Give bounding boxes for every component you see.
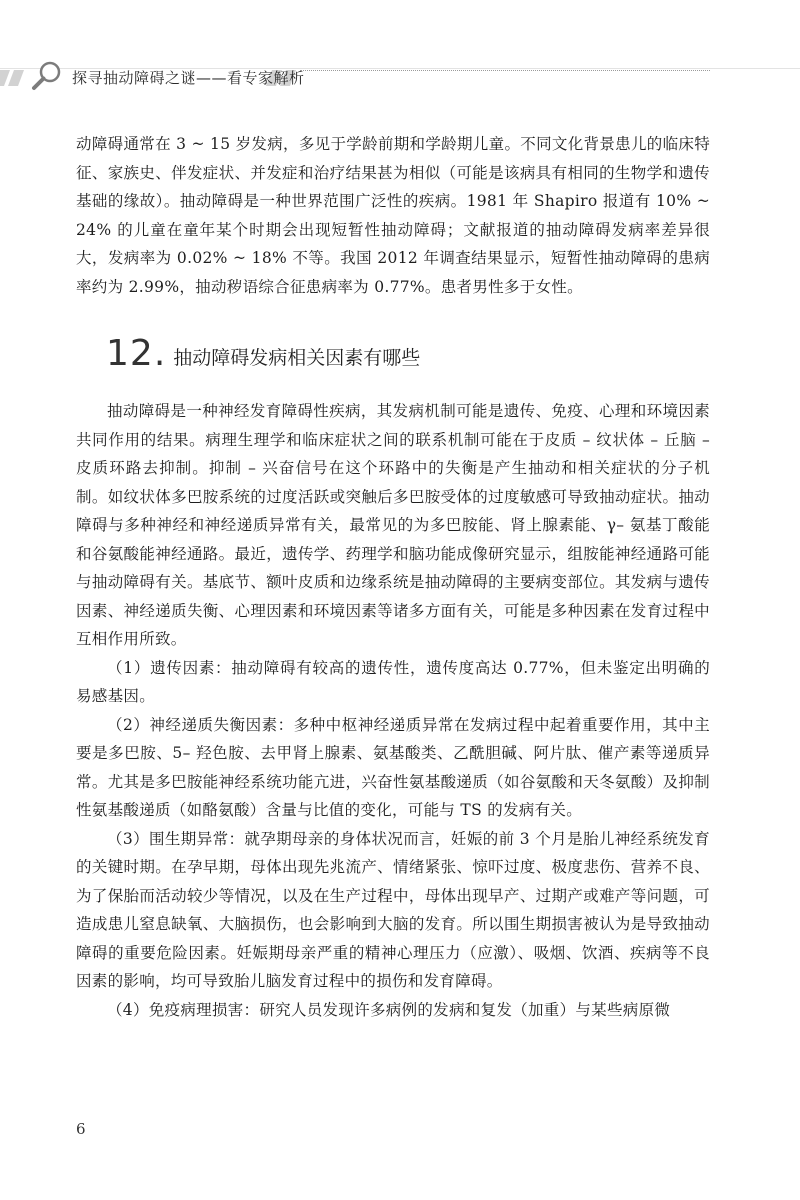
section-heading xyxy=(106,329,710,377)
magnifier-icon xyxy=(30,58,66,94)
body-paragraph: 抽动障碍是一种神经发育障碍性疾病，其发病机制可能是遗传、免疫、心理和环境因素共同作用的结果。病理生理学和临床症状之间的联系机制可能在于皮质 – 纹状体 – 丘脑 – 皮质环路去抑制。抑制 – 兴奋信号在这个环路中的失衡是产生抽动和相关症状的分子机制。如纹状体多巴胺系统的过度活跃或突触后多巴胺受体的过度敏感可导致抽动症状。抽动障碍与多种神经和神经递质异常有关，最常见的为多巴胺能、肾上腺素能、γ– 氨基丁酸能和谷氨酸能神经通路。最近，遗传学、药理学和脑功能成像研究显示，组胺能神经通路可能与抽动障碍有关。基底节、额叶皮质和边缘系统是抽动障碍的主要病变部位。其发病与遗传因素、神经递质失衡、心理因素和环境因素等诸多方面有关，可能是多种因素在发育过程中互相作用所致。 xyxy=(76,402,710,648)
running-header-title: 探寻抽动障碍之谜——看专家解析 xyxy=(72,69,305,87)
page-body xyxy=(76,130,710,1024)
page-number: 6 xyxy=(76,1120,86,1138)
factor-immune-paragraph: （4）免疫病理损害：研究人员发现许多病例的发病和复发（加重）与某些病原微 xyxy=(107,1000,671,1019)
section-number-dot: . xyxy=(153,332,166,374)
factor-perinatal-paragraph: （3）围生期异常：就孕期母亲的身体状况而言，妊娠的前 3 个月是胎儿神经系统发育的关键时期。在孕早期，母体出现先兆流产、情绪紧张、惊吓过度、极度悲伤、营养不良、为了保胎而活动较少等情况，以及在生产过程中，母体出现早产、过期产或难产等问题，可造成患儿窒息缺氧、大脑损伤，也会影响到大脑的发育。所以围生期损害被认为是导致抽动障碍的重要危险因素。妊娠期母亲严重的精神心理压力（应激）、吸烟、饮酒、疾病等不良因素的影响，均可导致胎儿脑发育过程中的损伤和发育障碍。 xyxy=(76,829,710,990)
factor-neurotransmitter-paragraph: （2）神经递质失衡因素：多种中枢神经递质异常在发病过程中起着重要作用，其中主要是多巴胺、5– 羟色胺、去甲肾上腺素、氨基酸类、乙酰胆碱、阿片肽、催产素等递质异常。尤其是多巴胺能神经系统功能亢进，兴奋性氨基酸递质（如谷氨酸和天冬氨酸）及抑制性氨基酸递质（如酪氨酸）含量与比值的变化，可能与 TS 的发病有关。 xyxy=(76,715,710,819)
section-title: 抽动障碍发病相关因素有哪些 xyxy=(173,346,421,369)
intro-paragraph: 动障碍通常在 3 ~ 15 岁发病，多见于学龄前期和学龄期儿童。不同文化背景患儿的临床特征、家族史、伴发症状、并发症和治疗结果甚为相似（可能是该病具有相同的生物学和遗传基础的缘故）。抽动障碍是一种世界范围广泛性的疾病。1981 年 Shapiro 报道有 10% ~ 24% 的儿童在童年某个时期会出现短暂性抽动障碍；文献报道的抽动障碍发病率差异很大，发病率为 0.02% ~ 18% 不等。我国 2012 年调查结果显示，短暂性抽动障碍的患病率约为 2.99%，抽动秽语综合征患病率为 0.77%。患者男性多于女性。 xyxy=(76,135,710,296)
factor-genetic-paragraph: （1）遗传因素：抽动障碍有较高的遗传性，遗传度高达 0.77%，但未鉴定出明确的易感基因。 xyxy=(76,658,710,705)
header-dotted-rule xyxy=(300,70,710,71)
section-number: 12 xyxy=(106,332,154,374)
